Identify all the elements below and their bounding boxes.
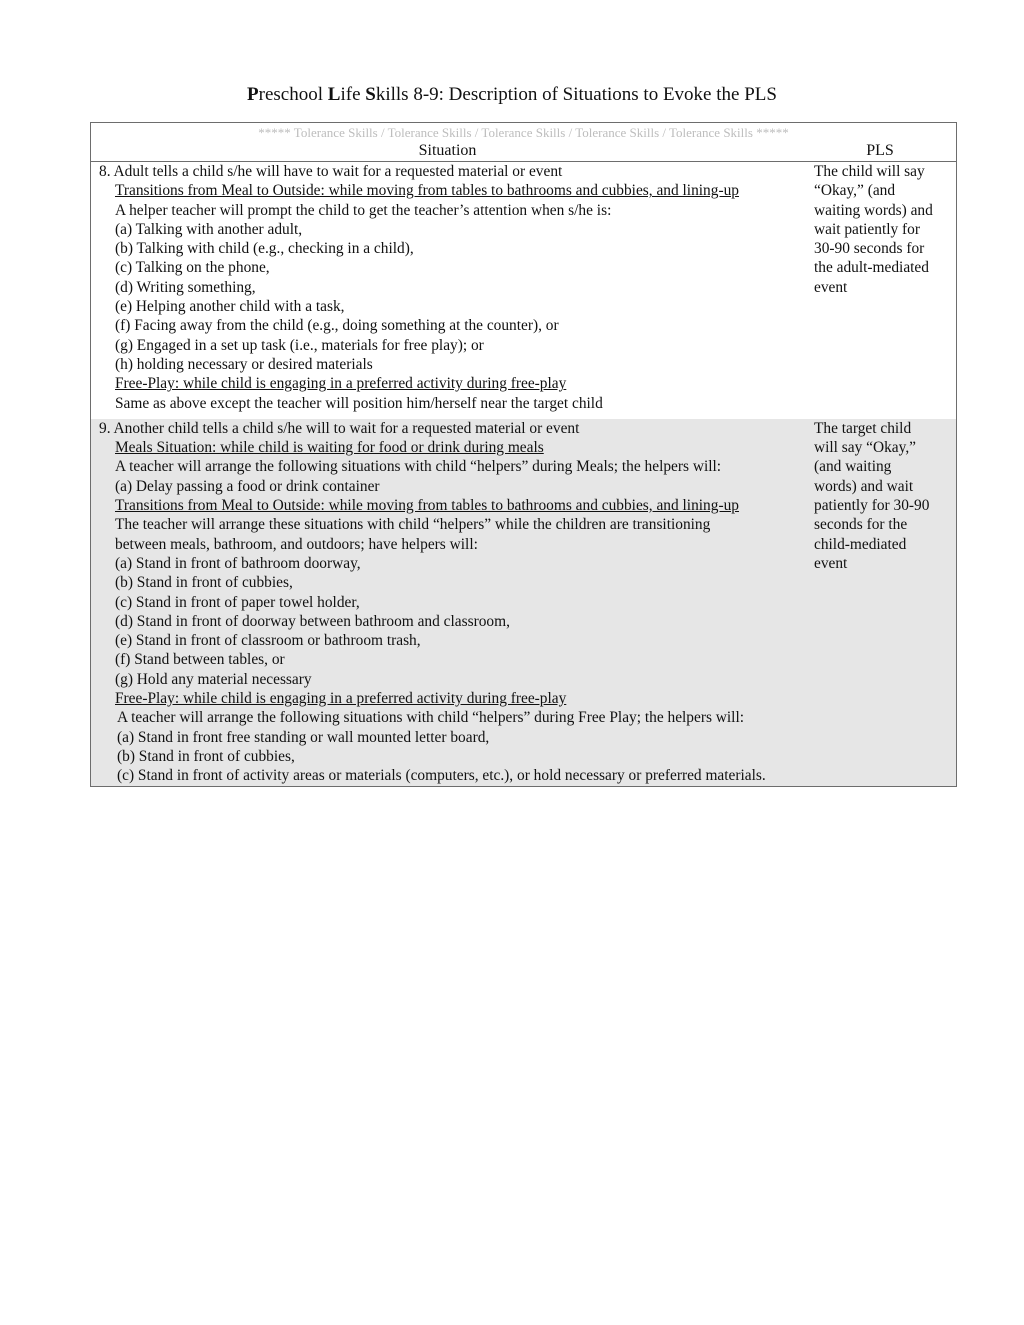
setting-heading: Free-Play: while child is engaging in a preferred activity during free-play bbox=[115, 690, 567, 708]
pls-line: child-mediated bbox=[814, 535, 907, 553]
situation-line: (b) Talking with child (e.g., checking in a child), bbox=[115, 240, 414, 258]
title-part: reschool bbox=[258, 84, 328, 105]
setting-heading: Meals Situation: while child is waiting for food or drink during meals bbox=[115, 439, 544, 457]
situation-line: The teacher will arrange these situations with child “helpers” while the children are transitioning bbox=[115, 516, 711, 534]
situation-line: (e) Helping another child with a task, bbox=[115, 298, 345, 316]
situation-line: (a) Stand in front of bathroom doorway, bbox=[115, 554, 361, 572]
table-row-8 bbox=[91, 162, 956, 419]
pls-line: (and waiting bbox=[814, 458, 892, 476]
setting-heading: Transitions from Meal to Outside: while moving from tables to bathrooms and cubbies, and lining-up bbox=[115, 182, 739, 200]
page-title bbox=[0, 84, 1024, 106]
pls-line: will say “Okay,” bbox=[814, 439, 916, 457]
situation-line: (b) Stand in front of cubbies, bbox=[117, 747, 295, 765]
pls-line: The child will say bbox=[814, 163, 925, 180]
situation-line: (a) Stand in front free standing or wall mounted letter board, bbox=[117, 728, 490, 746]
table-header bbox=[91, 141, 956, 162]
title-initial-l: L bbox=[327, 84, 341, 105]
pls-line: event bbox=[814, 278, 848, 296]
situation-line: (h) holding necessary or desired materials bbox=[115, 355, 373, 373]
pls-line: 30-90 seconds for bbox=[814, 240, 925, 258]
situation-line: (g) Hold any material necessary bbox=[115, 670, 312, 688]
situation-line: A teacher will arrange the following situations with child “helpers” during Meals; the helpers will: bbox=[115, 458, 722, 476]
situation-line: (c) Talking on the phone, bbox=[115, 259, 270, 277]
situations-table bbox=[90, 122, 957, 787]
situation-line: A teacher will arrange the following situations with child “helpers” during Free Play; the helpers will: bbox=[117, 709, 745, 727]
situation-heading: 9. Another child tells a child s/he will to wait for a requested material or event bbox=[99, 419, 580, 437]
situation-cell bbox=[91, 162, 809, 413]
situation-line: (a) Talking with another adult, bbox=[115, 220, 303, 238]
pls-line: words) and wait bbox=[814, 477, 914, 495]
situation-line: (g) Engaged in a set up task (i.e., materials for free play); or bbox=[115, 336, 484, 354]
title-part: ife bbox=[340, 84, 366, 105]
pls-line: The target child bbox=[814, 419, 912, 437]
setting-heading: Free-Play: while child is engaging in a preferred activity during free-play bbox=[115, 375, 567, 393]
pls-cell bbox=[809, 162, 956, 413]
title-part: kills 8-9: Description of Situations to Evoke the PLS bbox=[375, 84, 777, 105]
situation-cell bbox=[91, 419, 809, 786]
pls-line: “Okay,” (and bbox=[814, 182, 896, 200]
situation-line: (f) Facing away from the child (e.g., doing something at the counter), or bbox=[115, 317, 559, 335]
situation-heading: 8. Adult tells a child s/he will have to wait for a requested material or event bbox=[99, 163, 563, 180]
pls-cell bbox=[809, 419, 956, 786]
situation-line: (c) Stand in front of paper towel holder, bbox=[115, 593, 360, 611]
pls-header: PLS bbox=[866, 142, 894, 159]
situation-line: (a) Delay passing a food or drink container bbox=[115, 477, 380, 495]
pls-line: event bbox=[814, 554, 848, 572]
situation-line: (e) Stand in front of classroom or bathroom trash, bbox=[115, 632, 421, 650]
pls-line: waiting words) and bbox=[814, 201, 933, 219]
pls-line: wait patiently for bbox=[814, 220, 920, 238]
situation-line: (b) Stand in front of cubbies, bbox=[115, 574, 293, 592]
pls-line: the adult-mediated bbox=[814, 259, 929, 277]
title-initial-s: S bbox=[365, 84, 376, 105]
situation-header: Situation bbox=[418, 142, 477, 159]
situation-line: Same as above except the teacher will position him/herself near the target child bbox=[115, 394, 603, 412]
pls-line: patiently for 30-90 bbox=[814, 497, 930, 515]
situation-line: (d) Writing something, bbox=[115, 278, 256, 296]
setting-heading: Transitions from Meal to Outside: while moving from tables to bathrooms and cubbies, and lining-up bbox=[115, 497, 739, 515]
situation-line: (d) Stand in front of doorway between bathroom and classroom, bbox=[115, 612, 510, 630]
situation-line: A helper teacher will prompt the child to get the teacher’s attention when s/he is: bbox=[115, 201, 612, 219]
situation-line: between meals, bathroom, and outdoors; have helpers will: bbox=[115, 535, 478, 553]
pls-line: seconds for the bbox=[814, 516, 908, 534]
title-initial-p: P bbox=[247, 84, 259, 105]
situation-line: (c) Stand in front of activity areas or materials (computers, etc.), or hold necessary or preferred materials. bbox=[117, 767, 766, 785]
skills-banner: ***** Tolerance Skills / Tolerance Skills / Tolerance Skills / Tolerance Skills / Tolerance Skills ***** bbox=[258, 125, 789, 140]
situation-line: (f) Stand between tables, or bbox=[115, 651, 285, 669]
table-row-9 bbox=[91, 419, 956, 786]
